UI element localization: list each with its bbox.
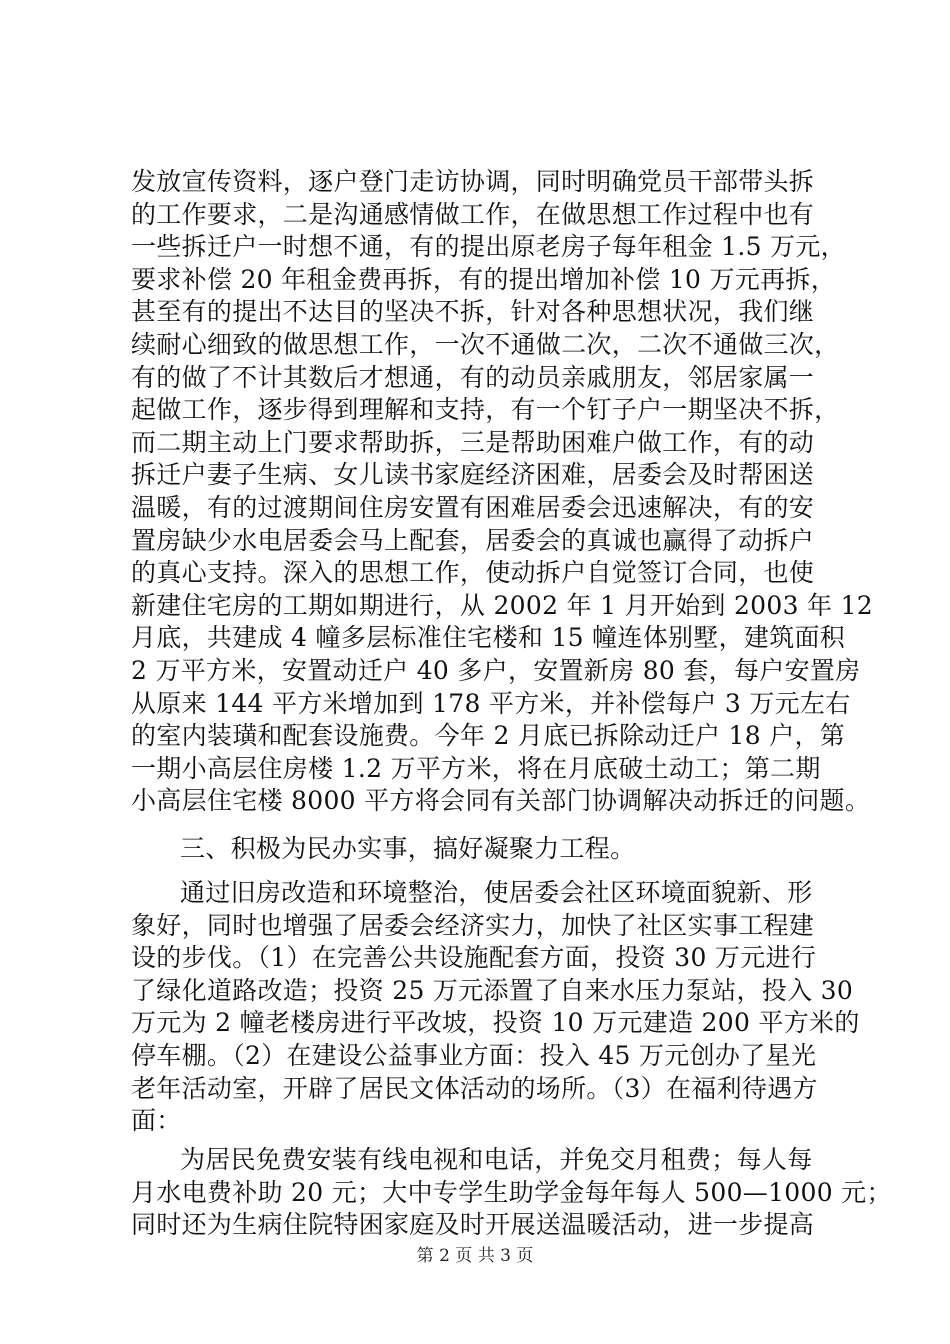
text-line: 从原来 144 平方米增加到 178 平方米，并补偿每户 3 万元左右 (131, 689, 851, 718)
text-line: 置房缺少水电居委会马上配套，居委会的真诚也赢得了动拆户 (131, 526, 815, 555)
text-line: 续耐心细致的做思想工作，一次不通做二次，二次不通做三次， (131, 330, 840, 359)
text-line: 设的步伐。（1）在完善公共设施配套方面，投资 30 万元进行 (131, 943, 817, 972)
text-line: 面： (131, 1106, 182, 1135)
text-line: 有的做了不计其数后才想通，有的动员亲戚朋友，邻居家属一 (131, 363, 815, 392)
text-line: 一期小高层住房楼 1.2 万平方米，将在月底破土动工；第二期 (131, 754, 821, 783)
text-line: 象好，同时也增强了居委会经济实力，加快了社区实事工程建 (131, 911, 815, 940)
text-line: 2 万平方米，安置动迁户 40 多户，安置新房 80 套，每户安置房 (131, 656, 861, 685)
text-line: 为居民免费安装有线电视和电话，并免交月租费；每人每 (180, 1145, 813, 1174)
text-line: 同时还为生病住院特困家庭及时开展送温暖活动，进一步提高 (131, 1210, 815, 1239)
section-heading: 三、积极为民办实事，搞好凝聚力工程。 (180, 834, 636, 863)
text-line: 甚至有的提出不达目的坚决不拆，针对各种思想状况，我们继 (131, 297, 815, 326)
text-line: 月底，共建成 4 幢多层标准住宅楼和 15 幢连体别墅，建筑面积 (131, 623, 846, 652)
text-line: 停车棚。（2）在建设公益事业方面：投入 45 万元创办了星光 (131, 1041, 817, 1070)
text-line: 万元为 2 幢老楼房进行平改坡，投资 10 万元建造 200 平方米的 (131, 1008, 860, 1037)
text-line: 起做工作，逐步得到理解和支持，有一个钉子户一期坚决不拆， (131, 395, 840, 424)
text-line: 老年活动室，开辟了居民文体活动的场所。（3）在福利待遇方 (131, 1074, 818, 1103)
text-line: 通过旧房改造和环境整治，使居委会社区环境面貌新、形 (180, 878, 813, 907)
text-line: 的室内装璜和配套设施费。今年 2 月底已拆除动迁户 18 户，第 (131, 721, 846, 750)
text-line: 的真心支持。深入的思想工作，使动拆户自觉签订合同，也使 (131, 558, 815, 587)
text-line: 发放宣传资料，逐户登门走访协调，同时明确党员干部带头拆 (131, 167, 815, 196)
page-footer: 第 2 页 共 3 页 (416, 1246, 534, 1266)
text-line: 温暖，有的过渡期间住房安置有困难居委会迅速解决，有的安 (131, 493, 815, 522)
text-line: 拆迁户妻子生病、女儿读书家庭经济困难，居委会及时帮困送 (131, 460, 815, 489)
text-line: 月水电费补助 20 元；大中专学生助学金每年每人 500—1000 元； (131, 1178, 892, 1207)
text-line: 的工作要求，二是沟通感情做工作，在做思想工作过程中也有 (131, 200, 815, 229)
text-line: 一些拆迁户一时想不通，有的提出原老房子每年租金 1.5 万元， (131, 232, 846, 261)
text-line: 了绿化道路改造；投资 25 万元添置了自来水压力泵站，投入 30 (131, 976, 854, 1005)
text-line: 小高层住宅楼 8000 平方将会同有关部门协调解决动拆迁的问题。 (131, 786, 871, 815)
text-line: 新建住宅房的工期如期进行，从 2002 年 1 月开始到 2003 年 12 (131, 591, 873, 620)
text-line: 而二期主动上门要求帮助拆，三是帮助困难户做工作，有的动 (131, 428, 815, 457)
text-line: 要求补偿 20 年租金费再拆，有的提出增加补偿 10 万元再拆， (131, 265, 837, 294)
